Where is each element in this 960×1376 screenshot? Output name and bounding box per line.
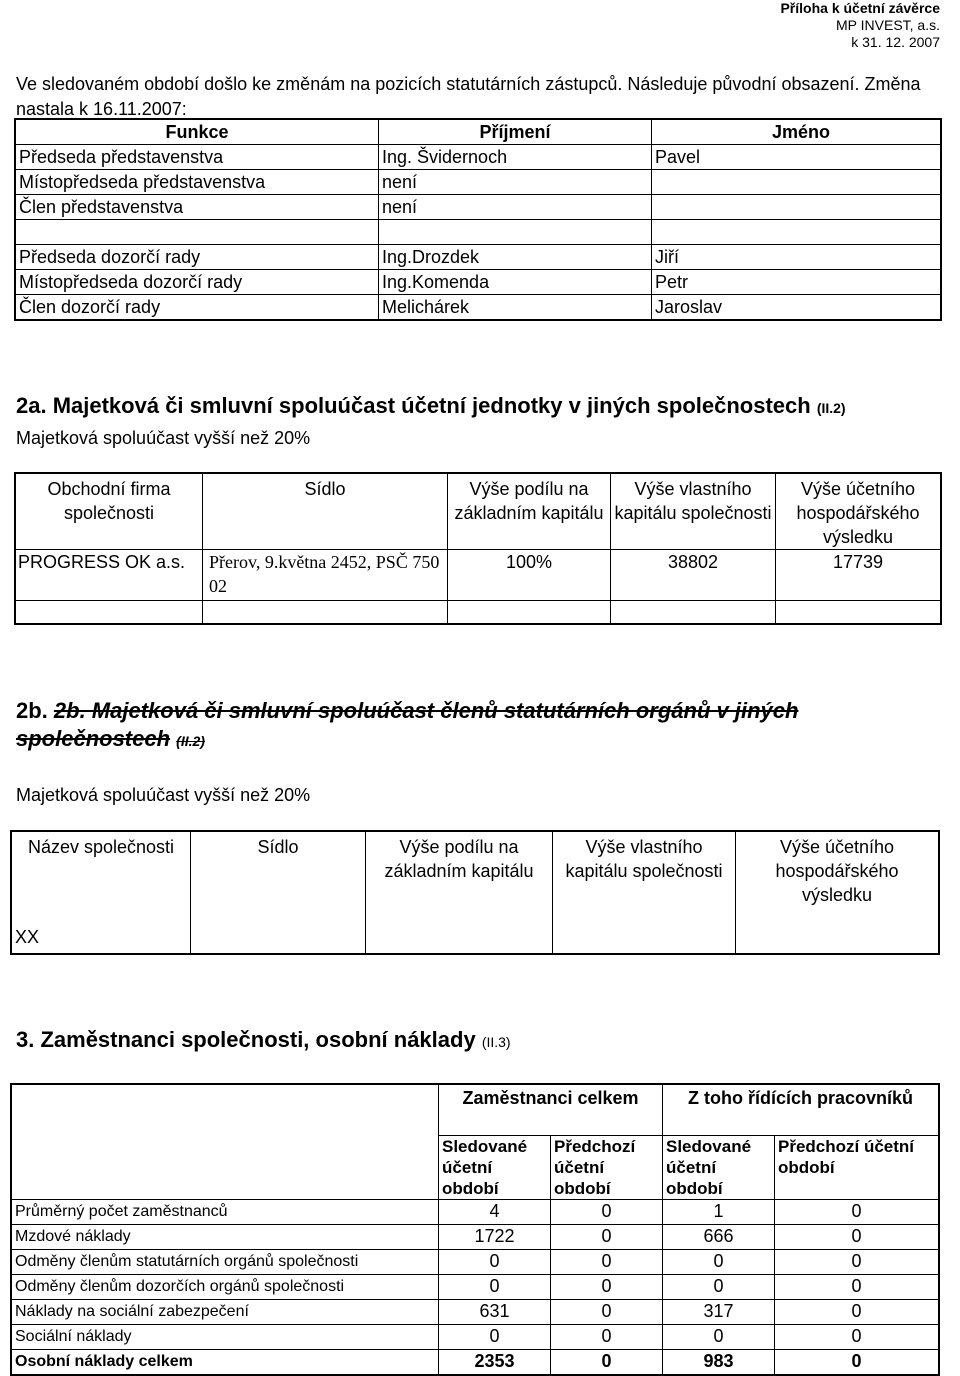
employees-table — [10, 1083, 940, 1376]
cell-empty — [448, 601, 611, 625]
holdings-table — [14, 472, 942, 625]
cell-name — [652, 170, 942, 195]
col-header-name: Jméno — [652, 119, 942, 145]
officers-table — [14, 118, 942, 321]
cell-empty — [203, 601, 448, 625]
row-value: 666 — [663, 1225, 775, 1250]
table-row — [15, 295, 941, 321]
officer-holdings-table — [10, 830, 940, 955]
col-header-current: Sledované účetní období — [439, 1136, 551, 1200]
table-row — [11, 1250, 939, 1275]
row-value: 0 — [551, 1325, 663, 1350]
table-row — [15, 245, 941, 270]
section-2b-number: 2b. — [16, 698, 54, 723]
table-row — [15, 220, 941, 245]
table-row — [11, 1325, 939, 1350]
row-value: 1 — [663, 1200, 775, 1225]
row-label: Osobní náklady celkem — [11, 1350, 439, 1376]
row-label: Průměrný počet zaměstnanců — [11, 1200, 439, 1225]
table-row — [11, 1300, 939, 1325]
col-header-seat: Sídlo — [191, 831, 366, 954]
row-value: 0 — [439, 1325, 551, 1350]
section-2a-ref: (II.2) — [816, 400, 846, 416]
section-2b-ref: (II.2) — [176, 733, 205, 749]
cell-surname: není — [379, 195, 652, 220]
cell-surname: Ing. Švidernoch — [379, 145, 652, 170]
row-value: 4 — [439, 1200, 551, 1225]
row-label: Náklady na sociální zabezpečení — [11, 1300, 439, 1325]
row-value: 317 — [663, 1300, 775, 1325]
section-2a-title: 2a. Majetková či smluvní spoluúčast účetní jednotky v jiných společnostech — [16, 393, 811, 418]
row-value: 0 — [551, 1300, 663, 1325]
row-value: 0 — [663, 1275, 775, 1300]
row-value: 0 — [775, 1225, 940, 1250]
row-value: 0 — [551, 1275, 663, 1300]
col-header-name — [11, 831, 191, 954]
cell-name — [652, 220, 942, 245]
row-value: 0 — [551, 1350, 663, 1376]
header-date: k 31. 12. 2007 — [851, 34, 940, 50]
row-value: 0 — [663, 1325, 775, 1350]
row-value: 631 — [439, 1300, 551, 1325]
section-2b-subtitle: Majetková spoluúčast vyšší než 20% — [16, 785, 311, 805]
row-value: 0 — [439, 1250, 551, 1275]
section-2a-subtitle: Majetková spoluúčast vyšší než 20% — [16, 428, 311, 448]
cell-function: Člen představenstva — [15, 195, 379, 220]
col-header-previous-mgr: Předchozí účetní období — [775, 1136, 940, 1200]
row-value: 2353 — [439, 1350, 551, 1376]
table-row — [15, 550, 941, 601]
col-header-result: Výše účetního hospodářského výsledku — [736, 831, 940, 954]
cell-function: Předseda dozorčí rady — [15, 245, 379, 270]
cell-name — [652, 195, 942, 220]
intro-text: Ve sledovaném období došlo ke změnám na pozicích statutárních zástupců. Následuje původní obsazení. Změna nastala k 16.11.2007: — [16, 74, 921, 119]
table-row — [11, 1200, 939, 1225]
cell-surname: Ing.Drozdek — [379, 245, 652, 270]
table-row — [15, 170, 941, 195]
cell-function — [15, 220, 379, 245]
table-row — [11, 1275, 939, 1300]
section-2b-heading — [16, 697, 896, 755]
col-header-name-text: Název společnosti — [27, 837, 175, 857]
cell-equity: 38802 — [611, 550, 776, 601]
table-row — [15, 601, 941, 625]
row-value: 0 — [775, 1325, 940, 1350]
row-value: 0 — [775, 1275, 940, 1300]
cell-surname: není — [379, 170, 652, 195]
row-label: Odměny členům dozorčích orgánů společnosti — [11, 1275, 439, 1300]
col-header-result: Výše účetního hospodářského výsledku — [776, 473, 942, 550]
section-3-ref: (II.3) — [481, 1034, 511, 1050]
cell-function: Místopředseda představenstva — [15, 170, 379, 195]
section-3-title: 3. Zaměstnanci společnosti, osobní náklady — [16, 1027, 476, 1052]
group-header-employees: Zaměstnanci celkem — [439, 1084, 663, 1136]
cell-empty — [15, 601, 203, 625]
group-header-managers: Z toho řídících pracovníků — [663, 1084, 940, 1136]
cell-function: Předseda představenstva — [15, 145, 379, 170]
col-header-surname: Příjmení — [379, 119, 652, 145]
section-2a-heading — [16, 393, 846, 419]
cell-function: Místopředseda dozorčí rady — [15, 270, 379, 295]
col-header-current-mgr: Sledované účetní období — [663, 1136, 775, 1200]
cell-name: Pavel — [652, 145, 942, 170]
cell-surname — [379, 220, 652, 245]
cell-empty — [776, 601, 942, 625]
row-value: 0 — [551, 1250, 663, 1275]
col-header-function: Funkce — [15, 119, 379, 145]
row-value: 0 — [775, 1200, 940, 1225]
row-value: 0 — [775, 1350, 940, 1376]
section-2b-title: 2b. Majetková či smluvní spoluúčast členů statutárních orgánů v jiných společnostech — [16, 698, 799, 751]
cell-empty — [611, 601, 776, 625]
col-header-equity: Výše vlastního kapitálu společnosti — [553, 831, 736, 954]
col-header-equity: Výše vlastního kapitálu společnosti — [611, 473, 776, 550]
row-value: 1722 — [439, 1225, 551, 1250]
col-header-company: Obchodní firma společnosti — [15, 473, 203, 550]
row-label: Sociální náklady — [11, 1325, 439, 1350]
row-label: Odměny členům statutárních orgánů společnosti — [11, 1250, 439, 1275]
corner-cell — [11, 1084, 439, 1200]
cell-xx: XX — [15, 927, 40, 947]
table-row — [11, 1225, 939, 1250]
col-header-previous: Předchozí účetní období — [551, 1136, 663, 1200]
header-company: MP INVEST, a.s. — [836, 17, 940, 33]
col-header-share: Výše podílu na základním kapitálu — [366, 831, 553, 954]
table-row — [15, 270, 941, 295]
cell-function: Člen dozorčí rady — [15, 295, 379, 321]
row-value: 0 — [775, 1250, 940, 1275]
cell-surname: Ing.Komenda — [379, 270, 652, 295]
cell-name: Jaroslav — [652, 295, 942, 321]
table-row — [15, 145, 941, 170]
row-value: 0 — [439, 1275, 551, 1300]
cell-name: Jiří — [652, 245, 942, 270]
row-label: Mzdové náklady — [11, 1225, 439, 1250]
cell-share: 100% — [448, 550, 611, 601]
cell-surname: Melichárek — [379, 295, 652, 321]
row-value: 983 — [663, 1350, 775, 1376]
table-row — [11, 1350, 939, 1376]
row-value: 0 — [551, 1225, 663, 1250]
cell-result: 17739 — [776, 550, 942, 601]
section-3-heading — [16, 1027, 511, 1053]
cell-company: PROGRESS OK a.s. — [15, 550, 203, 601]
document-header — [780, 0, 940, 51]
cell-name: Petr — [652, 270, 942, 295]
cell-seat: Přerov, 9.května 2452, PSČ 750 02 — [203, 550, 448, 601]
col-header-share: Výše podílu na základním kapitálu — [448, 473, 611, 550]
table-row — [15, 195, 941, 220]
row-value: 0 — [663, 1250, 775, 1275]
col-header-seat: Sídlo — [203, 473, 448, 550]
row-value: 0 — [551, 1200, 663, 1225]
header-title: Příloha k účetní závěrce — [780, 0, 940, 16]
row-value: 0 — [775, 1300, 940, 1325]
